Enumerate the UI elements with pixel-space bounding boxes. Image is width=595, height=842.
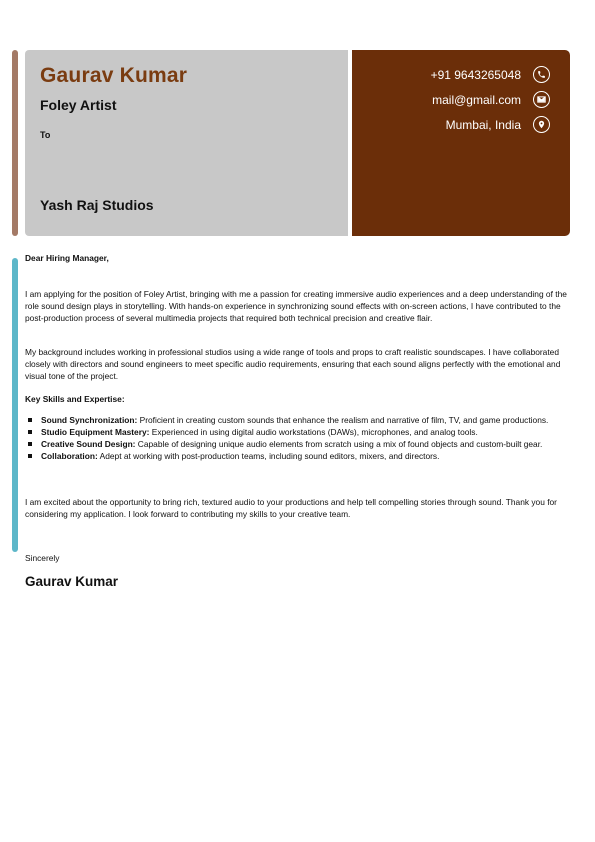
contact-email	[432, 91, 550, 108]
applicant-name: Gaurav Kumar	[40, 64, 188, 87]
skill-item	[41, 426, 571, 438]
letter-paragraph-3: I am excited about the opportunity to bring rich, textured audio to your productions and help tell compelling stories through sound. Thank you for considering my application. I look forward to contributing my skills to your creative team.	[25, 497, 557, 519]
skill-title: Collaboration:	[41, 451, 98, 461]
skill-title: Sound Synchronization:	[41, 415, 138, 425]
skill-item	[41, 438, 571, 450]
accent-bar-bottom	[12, 258, 18, 552]
skill-description: Adept at working with post-production teams, including sound editors, mixers, and directors.	[97, 451, 440, 461]
skill-title: Creative Sound Design:	[41, 439, 136, 449]
map-pin-icon	[533, 116, 550, 133]
salutation: Dear Hiring Manager,	[25, 253, 109, 263]
skill-description: Proficient in creating custom sounds that enhance the realism and narrative of film, TV, and game productions.	[137, 415, 549, 425]
recipient-company: Yash Raj Studios	[40, 197, 154, 213]
accent-bar-top	[12, 50, 18, 236]
skills-list	[25, 414, 571, 462]
skills-heading: Key Skills and Expertise:	[25, 394, 125, 404]
header-contact-panel	[352, 50, 570, 236]
header-recipient-panel	[25, 50, 348, 236]
signature-name: Gaurav Kumar	[25, 574, 119, 589]
skill-description: Capable of designing unique audio elements from scratch using a mix of found objects and custom-built gear.	[135, 439, 543, 449]
applicant-role: Foley Artist	[40, 97, 117, 113]
contact-location	[446, 116, 550, 133]
skill-item	[41, 414, 571, 426]
skill-description: Experienced in using digital audio workstations (DAWs), microphones, and analog tools.	[149, 427, 478, 437]
envelope-icon	[533, 91, 550, 108]
contact-phone	[431, 66, 550, 83]
closing: Sincerely	[25, 553, 60, 563]
phone-icon	[533, 66, 550, 83]
phone-text[interactable]: +91 9643265048	[430, 67, 521, 82]
location-text: Mumbai, India	[445, 117, 521, 132]
email-text[interactable]: mail@gmail.com	[432, 92, 521, 107]
to-label: To	[40, 130, 51, 140]
letter-paragraph-2: My background includes working in professional studios using a wide range of tools and props to craft realistic soundscapes. I have collaborated closely with directors and sound engineers to meet specific audio requirements, ensuring that each sound aligns perfectly with the emotional and visual tone of the project.	[25, 347, 561, 381]
skill-item	[41, 450, 571, 462]
skill-title: Studio Equipment Mastery:	[41, 427, 150, 437]
letter-paragraph-1: I am applying for the position of Foley Artist, bringing with me a passion for creating immersive audio experiences and a deep understanding of the role sound design plays in storytelling. With hands-on experience in synchronizing sound effects with on-screen actions, I have contributed to the post-production process of several multimedia projects that required both technical precision and creative flair.	[25, 289, 567, 323]
